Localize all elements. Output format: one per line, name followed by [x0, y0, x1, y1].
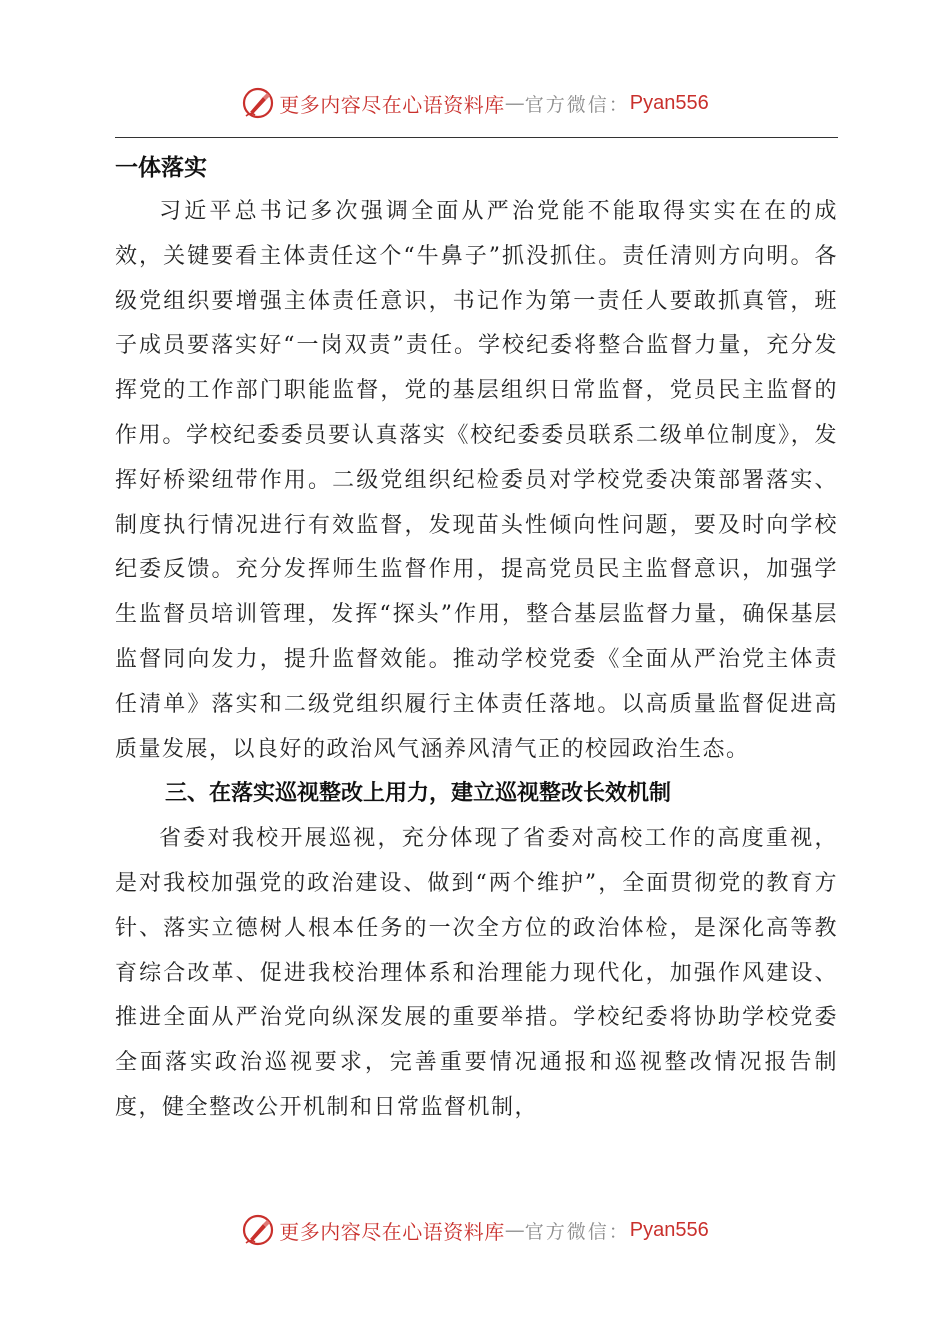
footer-wechat-label: 官方微信： — [524, 1220, 630, 1243]
banner-wechat-label: 官方微信： — [524, 93, 630, 116]
pen-circle-icon — [241, 1213, 275, 1247]
paragraph-1: 习近平总书记多次强调全面从严治党能不能取得实实在在的成效，关键要看主体责任这个“牛鼻子”抓没抓住。责任清则方向明。各级党组织要增强主体责任意识，书记作为第一责任人要敢抓真管，班子成员要落实好“一岗双责”责任。学校纪委将整合监督力量，充分发挥党的工作部门职能监督，党的基层组织日常监督，党员民主监督的作用。学校纪委委员要认真落实《校纪委委员联系二级单位制度》，发挥好桥梁纽带作用。二级党组织纪检委员对学校党委决策部署落实、制度执行情况进行有效监督，发现苗头性倾向性问题，要及时向学校纪委反馈。充分发挥师生监督作用，提高党员民主监督意识，加强学生监督员培训管理，发挥“探头”作用，整合基层监督力量，确保基层监督同向发力，提升监督效能。推动学校党委《全面从严治党主体责任清单》落实和二级党组织履行主体责任落地。以高质量监督促进高质量发展，以良好的政治风气涵养风清气正的校园政治生态。 — [115, 199, 838, 762]
banner-separator: — — [504, 91, 525, 115]
footer-separator: — — [504, 1218, 525, 1242]
pen-circle-icon — [241, 86, 275, 120]
footer-wechat-id: Pyan556 — [629, 1218, 709, 1241]
banner-site-text: 更多内容尽在心语资料库 — [279, 92, 505, 117]
section-3-heading: 三、在落实巡视整改上用力，建立巡视整改长效机制 — [165, 781, 672, 807]
footer-banner — [0, 1210, 950, 1250]
header-divider — [115, 137, 838, 138]
heading-continuation: 一体落实 — [115, 155, 207, 181]
footer-site-text: 更多内容尽在心语资料库 — [279, 1219, 505, 1244]
banner-wechat-id: Pyan556 — [629, 91, 709, 114]
header-banner — [0, 83, 950, 123]
paragraph-2: 省委对我校开展巡视，充分体现了省委对高校工作的高度重视，是对我校加强党的政治建设、做到“两个维护”，全面贯彻党的教育方针、落实立德树人根本任务的一次全方位的政治体检，是深化高等教育综合改革、促进我校治理体系和治理能力现代化，加强作风建设、推进全面从严治党向纵深发展的重要举措。学校纪委将协助学校党委全面落实政治巡视要求，完善重要情况通报和巡视整改情况报告制度，健全整改公开机制和日常监督机制， — [115, 826, 838, 1120]
document-body — [115, 146, 838, 1131]
